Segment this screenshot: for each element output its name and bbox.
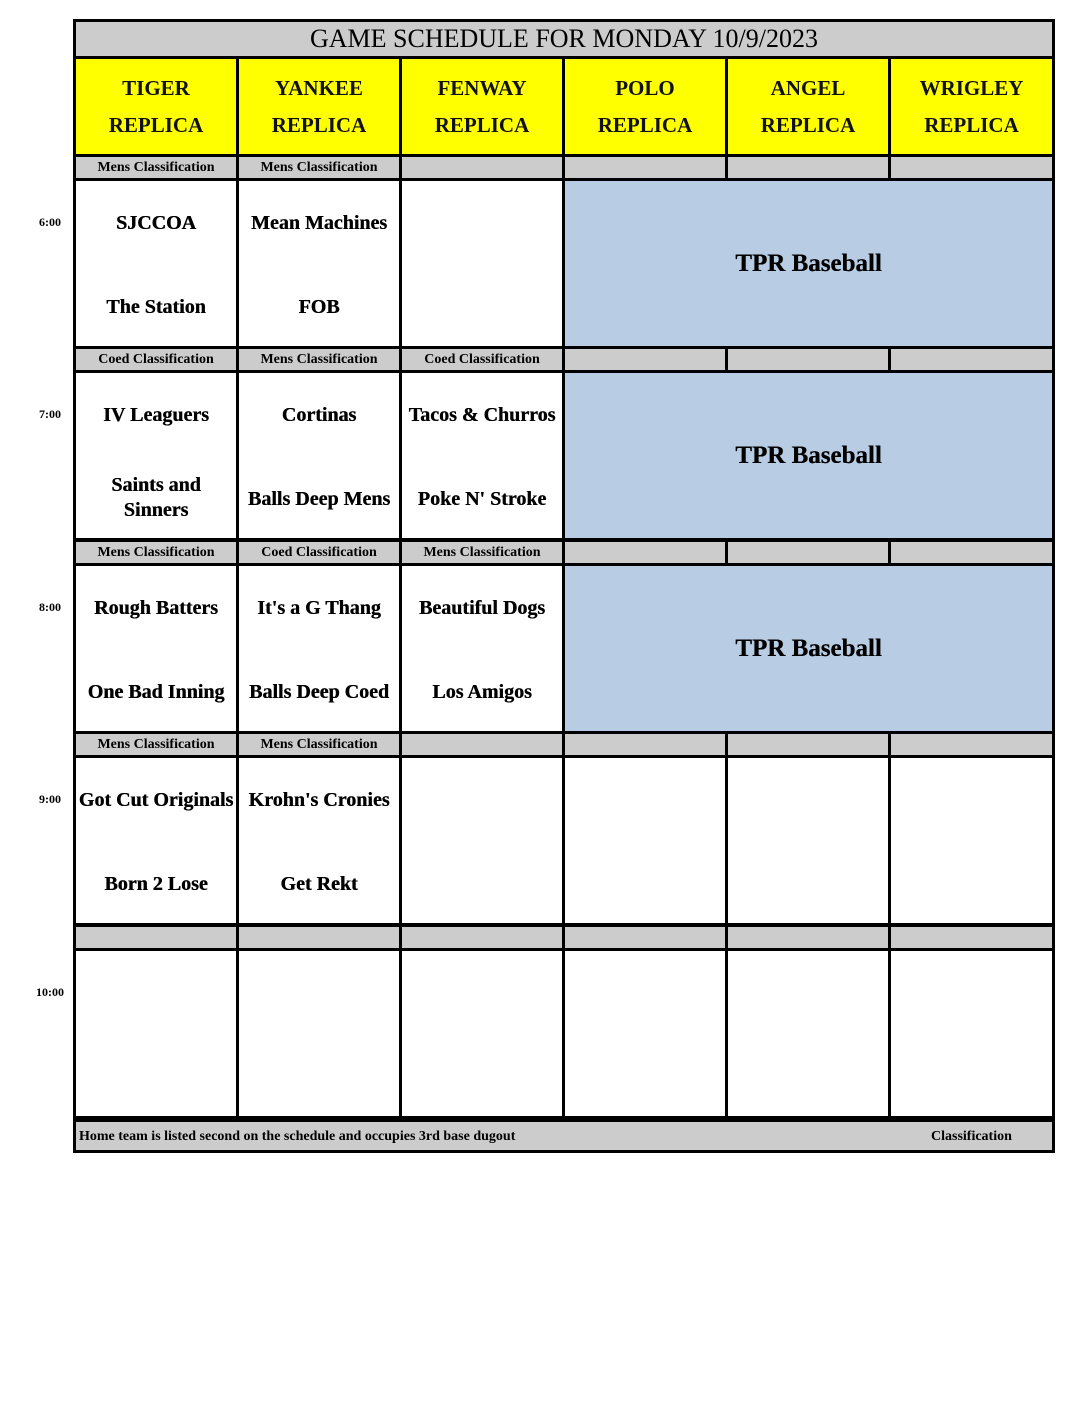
classification-cell: Mens Classification <box>76 542 236 563</box>
home-team: Saints and Sinners <box>111 474 201 521</box>
classification-cell <box>402 157 562 178</box>
field-sub: REPLICA <box>924 112 1019 137</box>
home-team: Born 2 Lose <box>104 873 208 895</box>
home-team: Balls Deep Mens <box>247 488 391 510</box>
game-cell <box>728 758 888 923</box>
field-sub: REPLICA <box>108 112 204 137</box>
away-team: Mean Machines <box>250 212 388 234</box>
game-cell <box>239 373 399 538</box>
schedule-table <box>73 19 1055 1153</box>
field-name: WRIGLEY <box>919 75 1024 100</box>
game-cell <box>402 181 562 346</box>
reserved-block: TPR Baseball <box>565 181 1052 346</box>
away-team: Beautiful Dogs <box>418 597 546 619</box>
field-header-fenway <box>402 59 562 154</box>
home-team: The Station <box>106 296 206 318</box>
game-cell <box>402 758 562 923</box>
classification-cell <box>728 927 888 948</box>
classification-cell <box>565 157 725 178</box>
game-cell <box>891 951 1052 1116</box>
away-team: IV Leaguers <box>103 404 209 426</box>
schedule-title: GAME SCHEDULE FOR MONDAY 10/9/2023 <box>76 22 1052 56</box>
game-cell <box>76 181 236 346</box>
classification-cell: Coed Classification <box>239 542 399 563</box>
time-label: 8:00 <box>39 600 61 614</box>
field-header-polo <box>565 59 725 154</box>
classification-cell <box>728 349 888 370</box>
time-label: 10:00 <box>36 985 64 999</box>
classification-cell: Coed Classification <box>76 349 236 370</box>
classification-cell: Mens Classification <box>239 349 399 370</box>
field-name: TIGER <box>122 75 190 100</box>
game-cell <box>76 566 236 731</box>
classification-cell: Mens Classification <box>239 734 399 755</box>
field-sub: REPLICA <box>760 112 856 137</box>
home-team: FOB <box>298 296 340 318</box>
reserved-block: TPR Baseball <box>565 566 1052 731</box>
classification-cell <box>891 542 1052 563</box>
game-cell <box>728 951 888 1116</box>
game-cell <box>402 566 562 731</box>
home-team: One Bad Inning <box>87 681 225 703</box>
away-team: Rough Batters <box>94 597 218 619</box>
reserved-block: TPR Baseball <box>565 373 1052 538</box>
game-cell <box>891 758 1052 923</box>
game-cell <box>239 758 399 923</box>
game-cell <box>402 373 562 538</box>
field-name: YANKEE <box>275 75 363 100</box>
classification-cell <box>402 734 562 755</box>
classification-cell <box>565 349 725 370</box>
field-header-yankee <box>239 59 399 154</box>
footer-note: Home team is listed second on the schedule and occupies 3rd base dugout <box>79 1129 516 1144</box>
classification-cell <box>565 927 725 948</box>
time-label: 7:00 <box>39 407 61 421</box>
classification-cell: Mens Classification <box>76 734 236 755</box>
away-team: Tacos & Churros <box>408 404 556 426</box>
away-team: Krohn's Cronies <box>248 789 390 811</box>
classification-cell <box>891 734 1052 755</box>
classification-cell <box>76 927 236 948</box>
classification-cell <box>728 157 888 178</box>
classification-cell: Mens Classification <box>76 157 236 178</box>
field-name: POLO <box>615 75 675 100</box>
game-cell <box>76 758 236 923</box>
time-label: 6:00 <box>39 215 61 229</box>
classification-cell <box>402 927 562 948</box>
field-header-angel <box>728 59 888 154</box>
field-header-tiger <box>76 59 236 154</box>
away-team: It's a G Thang <box>257 597 381 619</box>
away-team: Cortinas <box>281 404 357 426</box>
footer-classification-label: Classification <box>931 1129 1012 1144</box>
classification-cell <box>239 927 399 948</box>
classification-cell: Coed Classification <box>402 349 562 370</box>
game-cell <box>76 373 236 538</box>
game-cell <box>565 951 725 1116</box>
classification-cell <box>891 157 1052 178</box>
field-name: ANGEL <box>770 75 846 100</box>
footer-row <box>76 1122 1052 1150</box>
home-team: Los Amigos <box>432 681 532 703</box>
classification-cell <box>728 734 888 755</box>
classification-cell <box>565 734 725 755</box>
game-cell <box>239 951 399 1116</box>
home-team: Poke N' Stroke <box>417 488 547 510</box>
classification-cell: Mens Classification <box>402 542 562 563</box>
classification-cell <box>565 542 725 563</box>
classification-cell <box>891 349 1052 370</box>
time-label: 9:00 <box>39 792 61 806</box>
field-sub: REPLICA <box>597 112 693 137</box>
game-cell <box>565 758 725 923</box>
home-team: Balls Deep Coed <box>249 681 389 703</box>
game-cell <box>239 181 399 346</box>
away-team: SJCCOA <box>115 212 196 234</box>
classification-cell: Mens Classification <box>239 157 399 178</box>
away-team: Got Cut Originals <box>78 789 234 811</box>
field-sub: REPLICA <box>271 112 367 137</box>
home-team: Get Rekt <box>280 873 358 895</box>
classification-cell <box>728 542 888 563</box>
field-name: FENWAY <box>437 75 527 100</box>
field-header-wrigley <box>891 59 1052 154</box>
game-cell <box>402 951 562 1116</box>
classification-cell <box>891 927 1052 948</box>
game-cell <box>76 951 236 1116</box>
game-cell <box>239 566 399 731</box>
field-sub: REPLICA <box>434 112 530 137</box>
